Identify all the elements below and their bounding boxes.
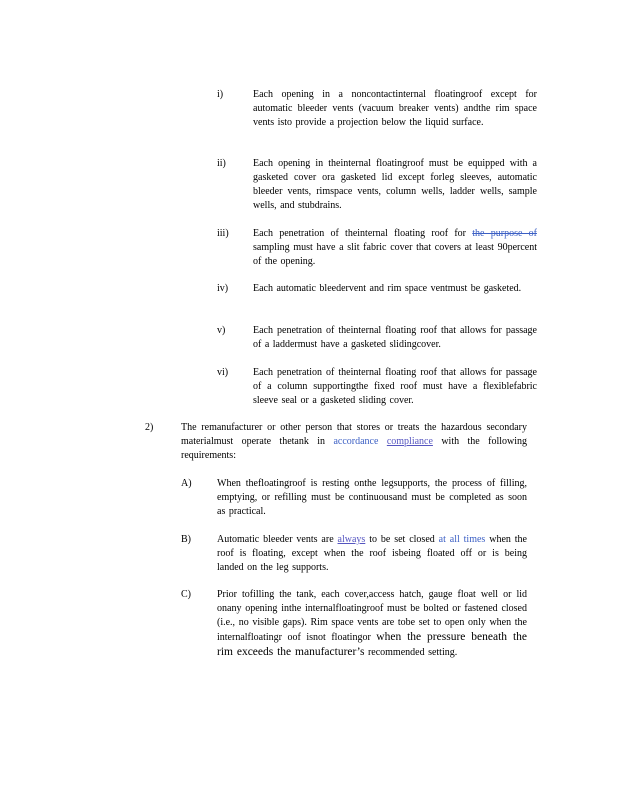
letter-item-text xyxy=(217,533,527,575)
sub-item-label: i) xyxy=(217,89,224,100)
inserted-text: always xyxy=(337,534,366,545)
letter-item-text-part: Automatic bleeder vents are xyxy=(217,534,338,545)
revised-text: accordance xyxy=(333,436,379,447)
letter-item-text: When thefloatingroof is resting onthe legsupports, the process of filling, emptying, or refilling must be continuousand must be completed as soon as practical. xyxy=(217,478,527,517)
letter-item-text-part: recommended setting. xyxy=(364,647,458,658)
item-text-part: The remanufacturer or other person that stores or treats the hazardous secondary materialmust operate thetank in xyxy=(181,422,527,447)
letter-item-label: A) xyxy=(181,478,192,489)
sub-item-label: ii) xyxy=(217,158,226,169)
sub-item-text: Each penetration of theinternal floating roof that allows for passage of a column supportingthe fixed roof must have a flexiblefabric sleeve seal or a gasketed sliding cover. xyxy=(253,367,537,406)
sub-item-text: Each penetration of theinternal floating roof that allows for passage of a laddermust have a gasketed slidingcover. xyxy=(253,325,537,350)
sub-item-text: Each opening in theinternal floatingroof must be equipped with a gasketed cover ora gasketed lid except forleg sleeves, automatic bleeder vents, rimspace vents, column wells, ladder wells, sample wells, and stubdrains. xyxy=(253,158,537,211)
sub-item-label: iii) xyxy=(217,228,229,239)
letter-item-text-part: when the roof is floating, except when the roof isbeing floated off or is being landed on the leg supports. xyxy=(217,534,527,573)
sub-item-label: v) xyxy=(217,325,226,336)
sub-item-label: vi) xyxy=(217,367,229,378)
item-label: 2) xyxy=(145,422,154,433)
deleted-text: the purpose of xyxy=(472,228,537,239)
letter-item-text xyxy=(217,588,527,660)
sub-item-text xyxy=(253,227,537,269)
sub-item-text: Each opening in a noncontactinternal floatingroof except for automatic bleeder vents (vacuum breaker vents) andthe rim space vents isto provide a projection below the liquid surface. xyxy=(253,89,537,128)
item-text xyxy=(181,421,527,463)
sub-item-text: Each automatic bleedervent and rim space ventmust be gasketed. xyxy=(253,283,522,294)
revised-text: at all times xyxy=(438,534,486,545)
sub-item-text-part: sampling must have a slit fabric cover that covers at least 90percent of the opening. xyxy=(253,242,537,267)
letter-item-label: B) xyxy=(181,534,191,545)
sub-item-label: iv) xyxy=(217,283,229,294)
sub-item-text-part: Each penetration of theinternal floating roof for xyxy=(253,228,473,239)
letter-item-text-large: when the pressure beneath the rim exceeds the manufacturer’s xyxy=(217,631,527,658)
inserted-text: compliance xyxy=(386,436,433,447)
letter-item-text-part: Prior tofilling the tank, each cover,access hatch, gauge float well or lid onany opening inthe internalfloatingroof must be bolted or fastened closed (i.e., no visible gaps). Rim space vents are tobe set to open only when the internalfloatingr oof isnot floatingor xyxy=(217,589,527,643)
letter-item-label: C) xyxy=(181,589,191,600)
item-text-part: with the following requirements: xyxy=(181,436,528,461)
letter-item-text-part: to be set closed xyxy=(365,534,439,545)
